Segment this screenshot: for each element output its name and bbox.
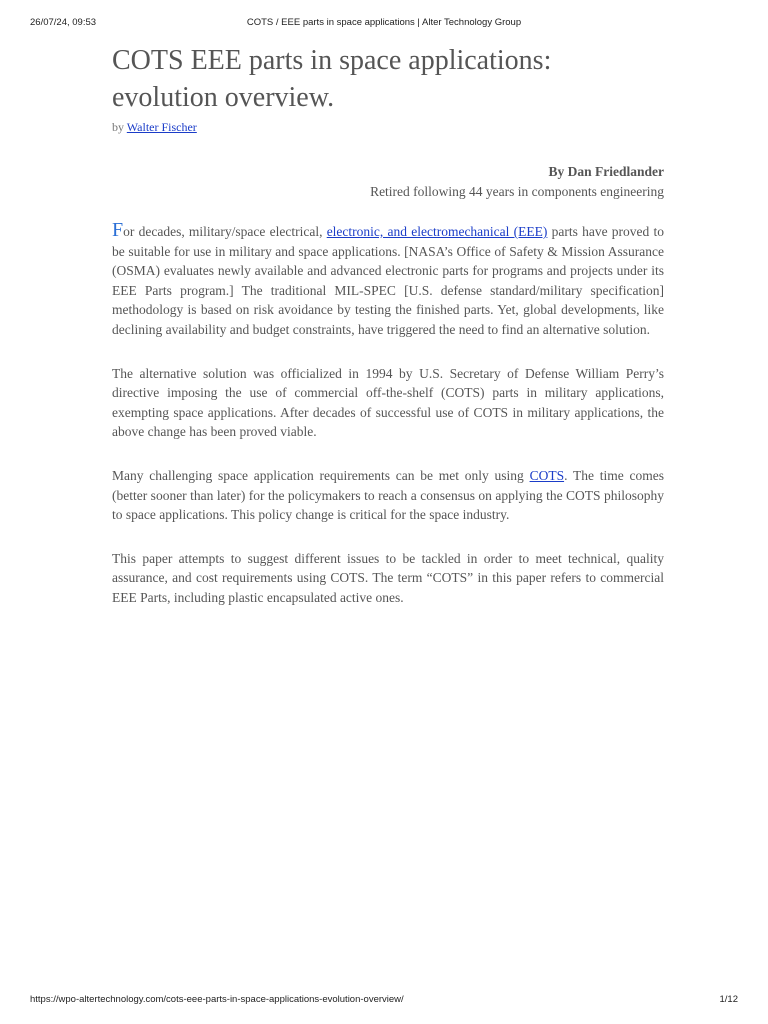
article-title-line2: evolution overview. [112, 82, 335, 113]
dropcap: F [112, 219, 124, 241]
byline [112, 119, 664, 135]
paragraph-3-text-a: Many challenging space application requirements can be met only using [112, 467, 530, 483]
cots-link[interactable]: COTS [529, 467, 565, 483]
print-footer [0, 994, 768, 1008]
print-header [0, 17, 768, 31]
print-url: https://wpo-altertechnology.com/cots-eee-parts-in-space-applications-evolution-overview/ [30, 994, 404, 1005]
eee-link[interactable]: electronic, and electromechanical (EEE) [326, 224, 548, 239]
paragraph-1-text-a: or decades, military/space electrical, [123, 224, 327, 239]
paragraph-1 [112, 219, 664, 340]
paragraph-2: The alternative solution was officialized in 1994 by U.S. Secretary of Defense William Perry’s directive imposing the use of commercial off-the-shelf (COTS) parts in military applications, exempting space applications. After decades of successful use of COTS in military applications, the above change has been proved viable. [112, 365, 664, 440]
paragraph-3 [112, 466, 664, 525]
print-page-title: COTS / EEE parts in space applications | Alter Technology Group [246, 17, 522, 28]
article-body [112, 219, 664, 608]
paragraph-4: This paper attempts to suggest different issues to be tackled in order to meet technical, quality assurance, and cost requirements using COTS. The term “COTS” in this paper refers to commercial EEE Parts, including plastic encapsulated active ones. [112, 550, 664, 605]
paragraph-1-text-b: parts have proved to be suitable for use in military and space applications. [NASA’s Office of Safety & Mission Assurance (OSMA) evaluates newly available and advanced electronic parts for programs and projects under its EEE Parts program.] The traditional MIL-SPEC [U.S. defense standard/military specification] methodology is based on risk avoidance by testing the finished parts. Yet, global developments, like declining availability and budget constraints, have triggered the need to find an alternative solution. [112, 224, 664, 337]
byline-author-link[interactable]: Walter Fischer [126, 120, 197, 134]
paragraph-3-text-b: . The time comes (better sooner than later) for the policymakers to reach a consensus on applying the COTS philosophy to space applications. This policy change is critical for the space industry. [112, 467, 664, 523]
print-datetime: 26/07/24, 09:53 [30, 17, 97, 28]
article-title [112, 42, 664, 116]
print-page-number: 1/12 [719, 994, 738, 1005]
author-name: By Dan Friedlander [548, 164, 664, 179]
author-block [112, 162, 664, 201]
author-note: Retired following 44 years in components engineering [370, 183, 664, 199]
article [112, 42, 664, 632]
byline-prefix: by [112, 120, 124, 134]
article-title-line1: COTS EEE parts in space applications: [112, 45, 552, 76]
